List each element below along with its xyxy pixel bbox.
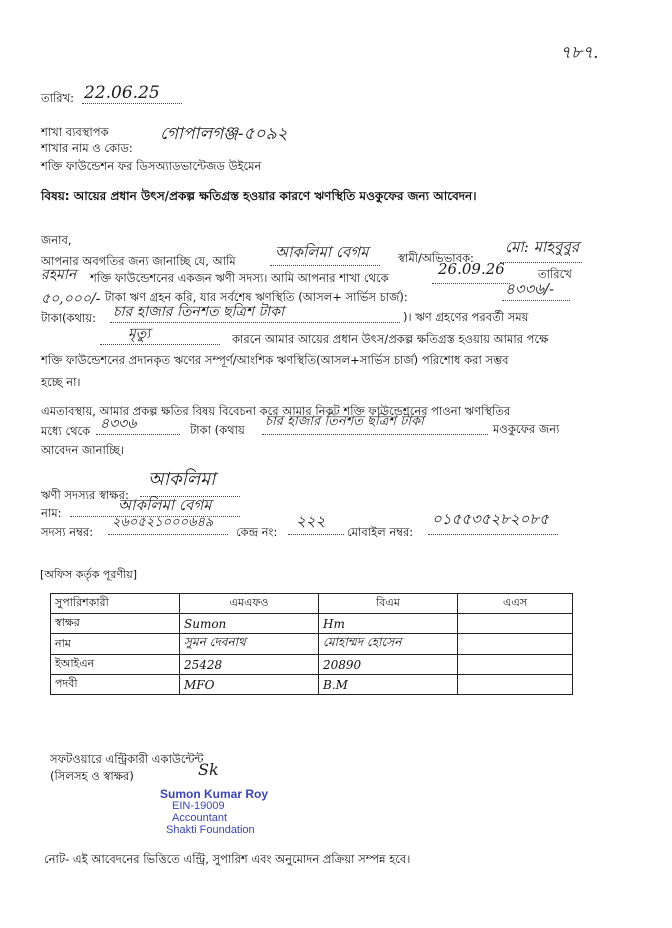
balance-in-words: চার হাজার তিনশত ছত্রিশ টাকা	[113, 304, 285, 320]
header-bm: বিএম	[319, 594, 458, 614]
member-name-label: নাম:	[41, 506, 62, 520]
as-name	[458, 634, 573, 655]
signature-label: ঋণী সদস্যর স্বাক্ষর:	[41, 488, 129, 502]
loan-amount: ৫০,০০০/-	[41, 291, 101, 307]
header-mfo: এমএফও	[180, 594, 319, 614]
para1-text-5: টাকা ঋণ গ্রহন করি, যার সর্বশেষ ঋণস্থিতি (আসল+ সার্ভিস চার্জ):	[105, 290, 408, 304]
mobile-dotted-line	[428, 534, 558, 535]
guardian-name-part2: রহমান	[41, 267, 77, 283]
para1-text-10: হচ্ছে না।	[41, 375, 81, 389]
member-no-dotted-line	[108, 534, 228, 535]
para2-text-1: এমতাবস্থায়, আমার প্রকল্প ক্ষতির বিষয় বিবেচনা করে আমার নিকট শক্তি ফাউন্ডেশনের পাওনা ঋণস্থিতির	[41, 404, 511, 418]
table-row	[51, 655, 573, 675]
waiver-amount-dotted-line	[96, 434, 180, 435]
office-table-header-row	[51, 594, 573, 614]
para1-text-9: শক্তি ফাউন্ডেশনের প্রদানকৃত ঋণের সম্পূর্ণ/আংশিক ঋণস্থিতি(আসল+সার্ভিস চার্জ) পরিশোধ করা সম্ভব	[41, 353, 509, 367]
note-text: নোট- এই আবেদনের ভিত্তিতে এন্ট্রি, সুপারিশ এবং অনুমোদন প্রক্রিয়া সম্পন্ন হবে।	[44, 852, 411, 866]
para1-text-7: )। ঋণ গ্রহণের পরবর্তী সময়	[403, 310, 529, 324]
bm-ein: 20890	[319, 655, 458, 675]
member-no-value: ২৬০৫২১০০০৬৪৯	[112, 515, 214, 530]
para1-text-8: কারনে আমার আয়ের প্রধান উৎস/প্রকল্প ক্ষতিগ্রস্ত হওয়ায় আমার পক্ষে	[232, 332, 549, 346]
stamp-ein: EIN-19009	[172, 800, 225, 812]
guardian-dotted-line	[500, 262, 582, 263]
stamp-title: Accountant	[172, 812, 228, 824]
accountant-signature: Sk	[198, 760, 219, 779]
para2-text-5: আবেদন জানাচ্ছি।	[41, 443, 125, 457]
mobile-label: মোবাইল নম্বর:	[347, 525, 414, 539]
stamp-name: Sumon Kumar Roy	[160, 787, 269, 801]
date-label: তারিখ:	[41, 91, 75, 105]
loan-balance: ৪৩৩৬/-	[505, 280, 555, 298]
name-dotted-line	[270, 265, 380, 266]
para2-text-4: মওকুফের জন্য	[493, 422, 560, 436]
member-name-value: আকলিমা বেগম	[118, 496, 212, 514]
branch-manager-label: শাখা ব্যবস্থাপক	[41, 125, 109, 139]
table-row	[51, 634, 573, 655]
branch-label: শাখার নাম ও কোড:	[41, 141, 133, 155]
waiver-in-words: চার হাজার তিনশত ছত্রিশ টাকা	[265, 414, 424, 429]
balance-dotted-line	[502, 300, 570, 301]
bm-signature: Hm	[319, 614, 458, 634]
waiver-amount: ৪৩৩৬	[100, 416, 137, 432]
date-value: 22.06.25	[84, 83, 160, 103]
mfo-ein: 25428	[180, 655, 319, 675]
reason-dotted-line	[100, 344, 220, 345]
row-label: নাম	[51, 634, 180, 655]
header-recommender: সুপারিশকারী	[51, 594, 180, 614]
stamp-org: Shakti Foundation	[166, 824, 255, 836]
software-accountant-label: সফটওয়ারে এন্ট্রিকারী একাউন্টেন্ট	[50, 752, 204, 766]
loan-date-dotted-line	[432, 283, 510, 284]
salutation: জনাব,	[41, 233, 72, 247]
balance-words-dotted-line	[110, 322, 400, 323]
para2-text-3: টাকা (কথায়	[190, 423, 245, 437]
waiver-words-dotted-line	[262, 434, 488, 435]
table-row	[51, 614, 573, 634]
row-label: ইআইএন	[51, 655, 180, 675]
centre-no-label: কেন্দ্র নং:	[236, 525, 278, 539]
centre-no-dotted-line	[288, 534, 344, 535]
centre-no-value: ২২২	[296, 512, 326, 530]
table-row	[51, 675, 573, 695]
para1-text-1: আপনার অবগতির জন্য জানাচ্ছি যে, আমি	[41, 254, 236, 268]
bm-designation: B.M	[319, 675, 458, 695]
office-table	[50, 593, 573, 695]
para1-text-6: টাকা(কথায়:	[41, 311, 96, 325]
as-ein	[458, 655, 573, 675]
para1-text-3: শক্তি ফাউন্ডেশনের একজন ঋণী সদস্য। আমি আপনার শাখা থেকে	[90, 271, 389, 285]
accountant-stamp	[160, 788, 268, 836]
row-label: পদবী	[51, 675, 180, 695]
page-marker: ৭৮৭.	[560, 43, 599, 63]
bm-name: মোহাম্মদ হোসেন	[319, 634, 458, 655]
mobile-value: ০১৫৫৩৫২৮২০৮৫	[432, 510, 549, 528]
date-dotted-line	[82, 103, 182, 104]
branch-value: গোপালগঞ্জ-৫০৯২	[160, 124, 288, 144]
member-name-inline: আকলিমা বেগম	[275, 243, 369, 261]
as-signature	[458, 614, 573, 634]
member-signature: আকলিমা	[148, 469, 216, 490]
row-label: স্বাক্ষর	[51, 614, 180, 634]
loan-date: 26.09.26	[438, 260, 505, 278]
mfo-name: সুমন দেবনাথ	[180, 634, 319, 655]
para1-text-4: তারিখে	[538, 267, 572, 281]
reason: মৃত্যু	[128, 326, 151, 342]
as-designation	[458, 675, 573, 695]
org-line: শক্তি ফাউন্ডেশন ফর ডিসঅ্যাডভান্টেজড উইমেন	[41, 159, 262, 173]
mfo-signature: Sumon	[180, 614, 319, 634]
header-as: এএস	[458, 594, 573, 614]
guardian-name-part1: মো: মাহবুবুর	[505, 238, 580, 256]
para1-text-2: স্বামী/অভিভাবক:	[398, 251, 474, 265]
subject-line: বিষয়: আয়ের প্রধান উৎস/প্রকল্প ক্ষতিগ্রস্ত হওয়ার কারণে ঋণস্থিতি মওকুফের জন্য আবেদন।	[41, 189, 477, 203]
mfo-designation: MFO	[180, 675, 319, 695]
member-no-label: সদস্য নম্বর:	[41, 525, 94, 539]
seal-signature-label: (সিলসহ ও স্বাক্ষর)	[50, 769, 134, 783]
para2-text-2: মধ্যে থেকে	[41, 424, 91, 438]
office-use-label: [অফিস কর্তৃক পূরণীয়]	[40, 568, 137, 581]
